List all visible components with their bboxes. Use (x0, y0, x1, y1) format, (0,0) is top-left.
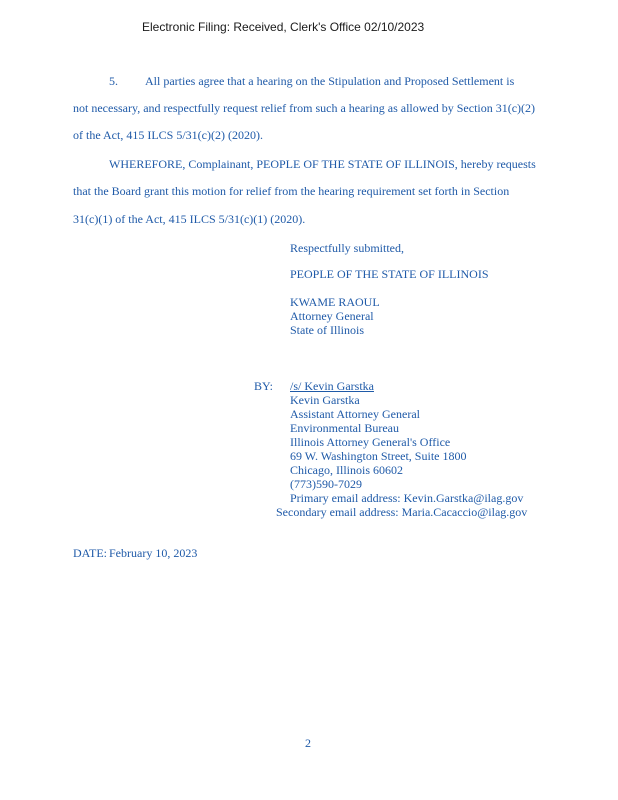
paragraph-5-line-1: All parties agree that a hearing on the Stipulation and Proposed Settlement is (145, 74, 515, 88)
electronic-signature: /s/ Kevin Garstka (290, 379, 374, 393)
signer-title: Assistant Attorney General (290, 407, 420, 421)
paragraph-number: 5. (109, 74, 118, 88)
signer-street: 69 W. Washington Street, Suite 1800 (290, 449, 467, 463)
date-label: DATE: (73, 546, 107, 560)
wherefore-line-1: WHEREFORE, Complainant, PEOPLE OF THE STATE OF ILLINOIS, hereby requests (109, 157, 536, 171)
by-label: BY: (254, 379, 273, 393)
signer-bureau: Environmental Bureau (290, 421, 399, 435)
respectfully-submitted: Respectfully submitted, (290, 241, 404, 255)
signature-block (290, 379, 523, 505)
signer-name: Kevin Garstka (290, 393, 360, 407)
primary-email-link[interactable]: Kevin.Garstka@ilag.gov (403, 491, 524, 505)
attorney-general-state: State of Illinois (290, 323, 364, 337)
electronic-filing-header: Electronic Filing: Received, Clerk's Office 02/10/2023 (142, 20, 425, 34)
wherefore-line-2: that the Board grant this motion for relief from the hearing requirement set forth in Section (73, 184, 510, 198)
paragraph-5-line-3: of the Act, 415 ILCS 5/31(c)(2) (2020). (73, 128, 263, 142)
secondary-email-row (276, 505, 527, 519)
signer-office: Illinois Attorney General's Office (290, 435, 451, 449)
date-row (73, 546, 197, 560)
signer-phone: (773)590-7029 (290, 477, 362, 491)
attorney-general-title: Attorney General (290, 309, 374, 323)
attorney-general-block (290, 295, 380, 337)
secondary-email-link[interactable]: Maria.Cacaccio@ilag.gov (401, 505, 528, 519)
wherefore-line-3: 31(c)(1) of the Act, 415 ILCS 5/31(c)(1) (2020). (73, 212, 306, 226)
paragraph-5-line-2: not necessary, and respectfully request relief from such a hearing as allowed by Section 31(c)(2) (73, 101, 536, 115)
page-number: 2 (305, 736, 311, 750)
primary-email-row (290, 491, 523, 505)
attorney-general-name: KWAME RAOUL (290, 295, 380, 309)
signer-city: Chicago, Illinois 60602 (290, 463, 403, 477)
primary-email-label: Primary email address: (290, 491, 401, 505)
party-name: PEOPLE OF THE STATE OF ILLINOIS (290, 267, 489, 281)
date-value: February 10, 2023 (109, 546, 198, 560)
secondary-email-label: Secondary email address: (276, 505, 399, 519)
